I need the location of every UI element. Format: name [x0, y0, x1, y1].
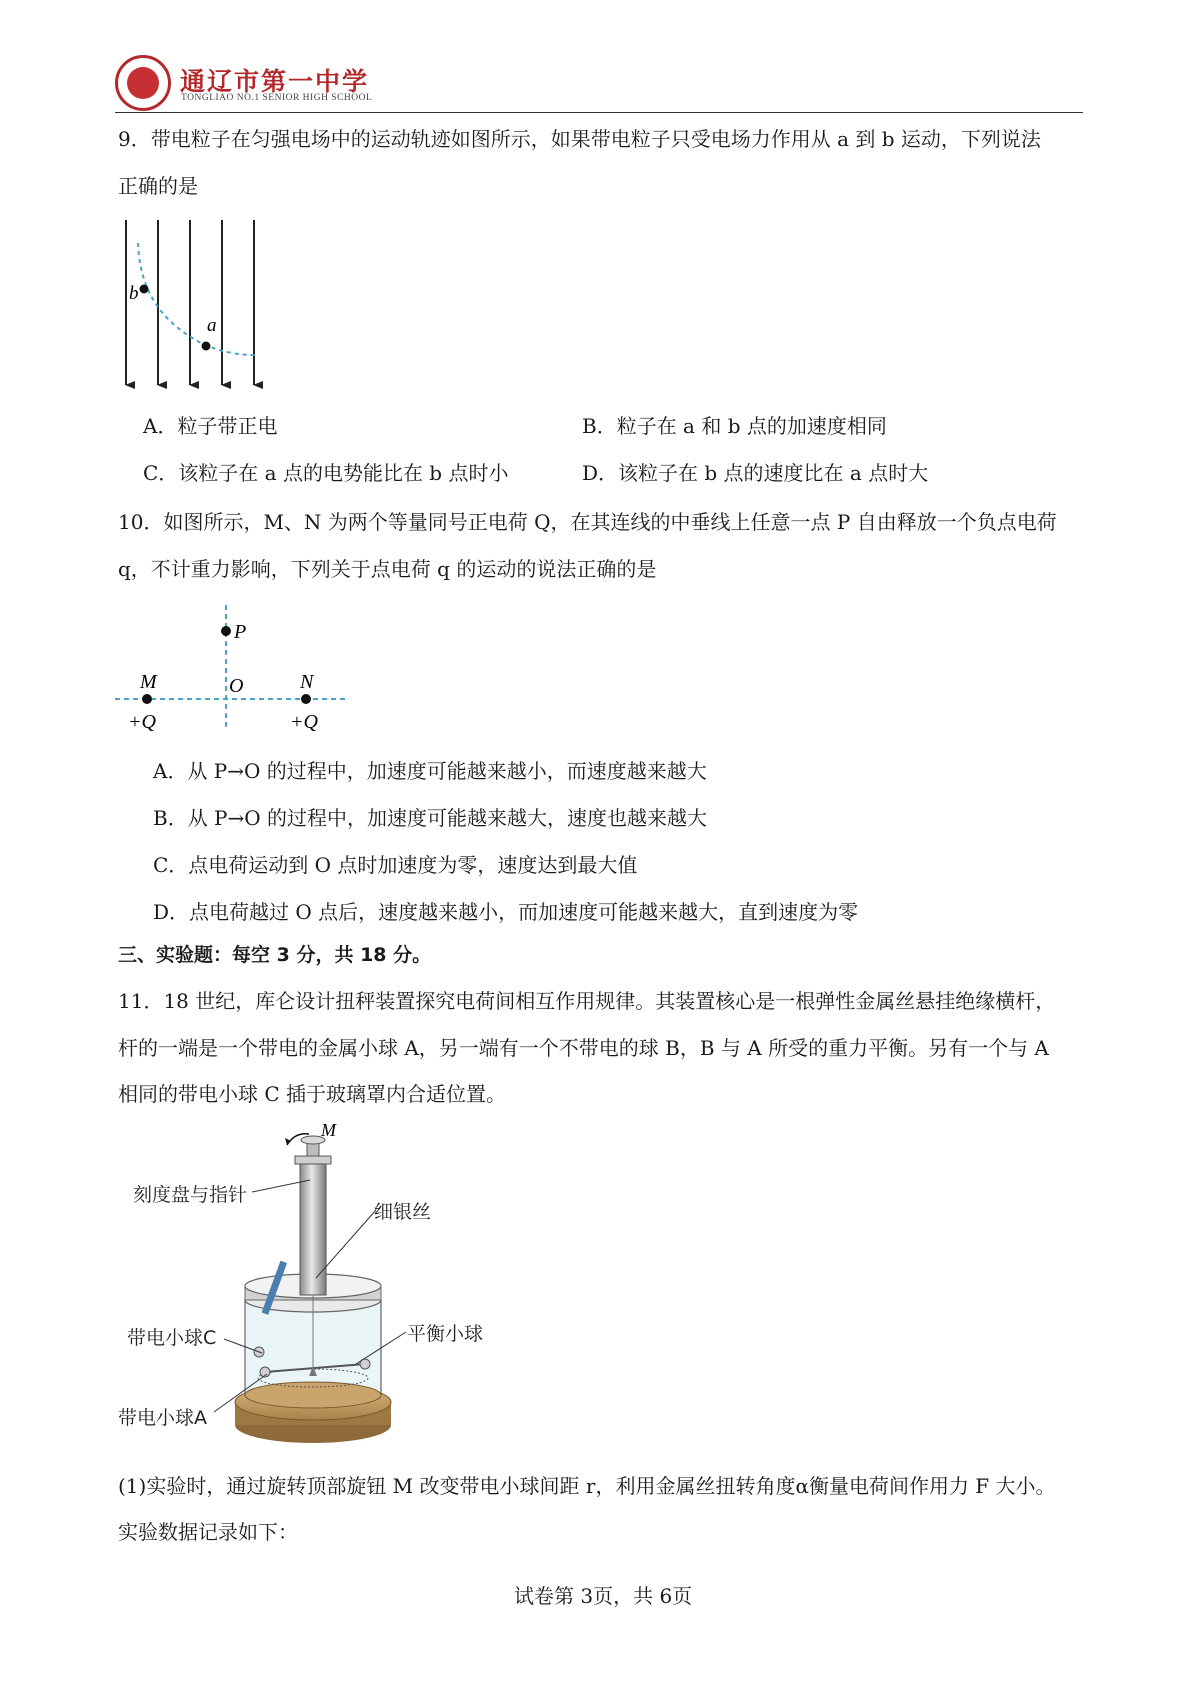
q10-charge-diagram [110, 600, 350, 740]
label-balance-ball: 平衡小球 [407, 1323, 484, 1345]
q11-stem-line1: 11．18 世纪，库仑设计扭秤装置探究电荷间相互作用规律。其装置核心是一根弹性金属丝悬挂绝缘横杆， [118, 989, 1056, 1013]
label-p: P [234, 621, 247, 643]
page-footer: 试卷第 3页，共 6页 [514, 1584, 693, 1608]
leader-wire [310, 1206, 380, 1286]
q10-option-b: B．从 P→O 的过程中，加速度可能越来越大，速度也越来越大 [153, 806, 708, 830]
label-dial: 刻度盘与指针 [133, 1184, 248, 1206]
q9-stem-line1: 9．带电粒子在匀强电场中的运动轨迹如图所示，如果带电粒子只受电场力作用从 a 到 b 运动，下列说法 [118, 127, 1041, 151]
q9-stem-line2: 正确的是 [118, 174, 198, 198]
trajectory [138, 243, 255, 355]
q11-stem-line2: 杆的一端是一个带电的金属小球 A，另一端有一个不带电的球 B，B 与 A 所受的重力平衡。另有一个与 A [118, 1036, 1049, 1060]
label-m: M [140, 671, 157, 693]
q11-stem-line3: 相同的带电小球 C 插于玻璃罩内合适位置。 [118, 1082, 507, 1106]
point-p [221, 626, 231, 636]
q9-option-a: A．粒子带正电 [143, 414, 278, 438]
label-q-right: +Q [290, 711, 318, 733]
label-ball-a: 带电小球A [118, 1407, 207, 1429]
school-name-cn: 通辽市第一中学 [180, 67, 370, 96]
label-wire: 细银丝 [374, 1201, 432, 1223]
q10-stem-line1: 10．如图所示，M、N 为两个等量同号正电荷 Q，在其连线的中垂线上任意一点 P 自由释放一个负点电荷 [118, 510, 1057, 534]
label-n: N [300, 671, 314, 693]
q10-stem-line2: q，不计重力影响，下列关于点电荷 q 的运动的说法正确的是 [118, 557, 657, 581]
label-q-left: +Q [128, 711, 156, 733]
q9-option-c: C．该粒子在 a 点的电势能比在 b 点时小 [143, 461, 509, 485]
leader-balance [350, 1330, 410, 1370]
point-a [202, 342, 211, 351]
header-rule [115, 112, 1083, 113]
q11-part1-line1: (1)实验时，通过旋转顶部旋钮 M 改变带电小球间距 r，利用金属丝扭转角度α衡量电荷间作用力 F 大小。 [118, 1474, 1056, 1498]
label-ball-c: 带电小球C [127, 1327, 217, 1349]
label-a: a [207, 315, 217, 336]
q11-part1-line2: 实验数据记录如下： [118, 1520, 298, 1544]
school-name-en: TONGLIAO NO.1 SENIOR HIGH SCHOOL [181, 93, 373, 103]
charge-m [142, 694, 152, 704]
point-b [140, 285, 149, 294]
q10-option-d: D．点电荷越过 O 点后，速度越来越小，而加速度可能越来越大，直到速度为零 [153, 900, 859, 924]
leader-dial [250, 1178, 320, 1198]
label-b: b [129, 283, 139, 304]
q9-field-diagram [110, 215, 270, 395]
school-logo [115, 55, 171, 111]
q10-option-a: A．从 P→O 的过程中，加速度可能越来越小，而速度越来越大 [153, 759, 707, 783]
label-o: O [229, 675, 244, 697]
leader-ball-c [222, 1335, 267, 1360]
leader-ball-a [212, 1372, 272, 1417]
q9-option-d: D．该粒子在 b 点的速度比在 a 点时大 [582, 461, 929, 485]
charge-n [301, 694, 311, 704]
label-m: M [321, 1120, 336, 1140]
q9-option-b: B．粒子在 a 和 b 点的加速度相同 [582, 414, 887, 438]
section-heading: 三、实验题：每空 3 分，共 18 分。 [118, 944, 432, 966]
q10-option-c: C．点电荷运动到 O 点时加速度为零，速度达到最大值 [153, 853, 638, 877]
